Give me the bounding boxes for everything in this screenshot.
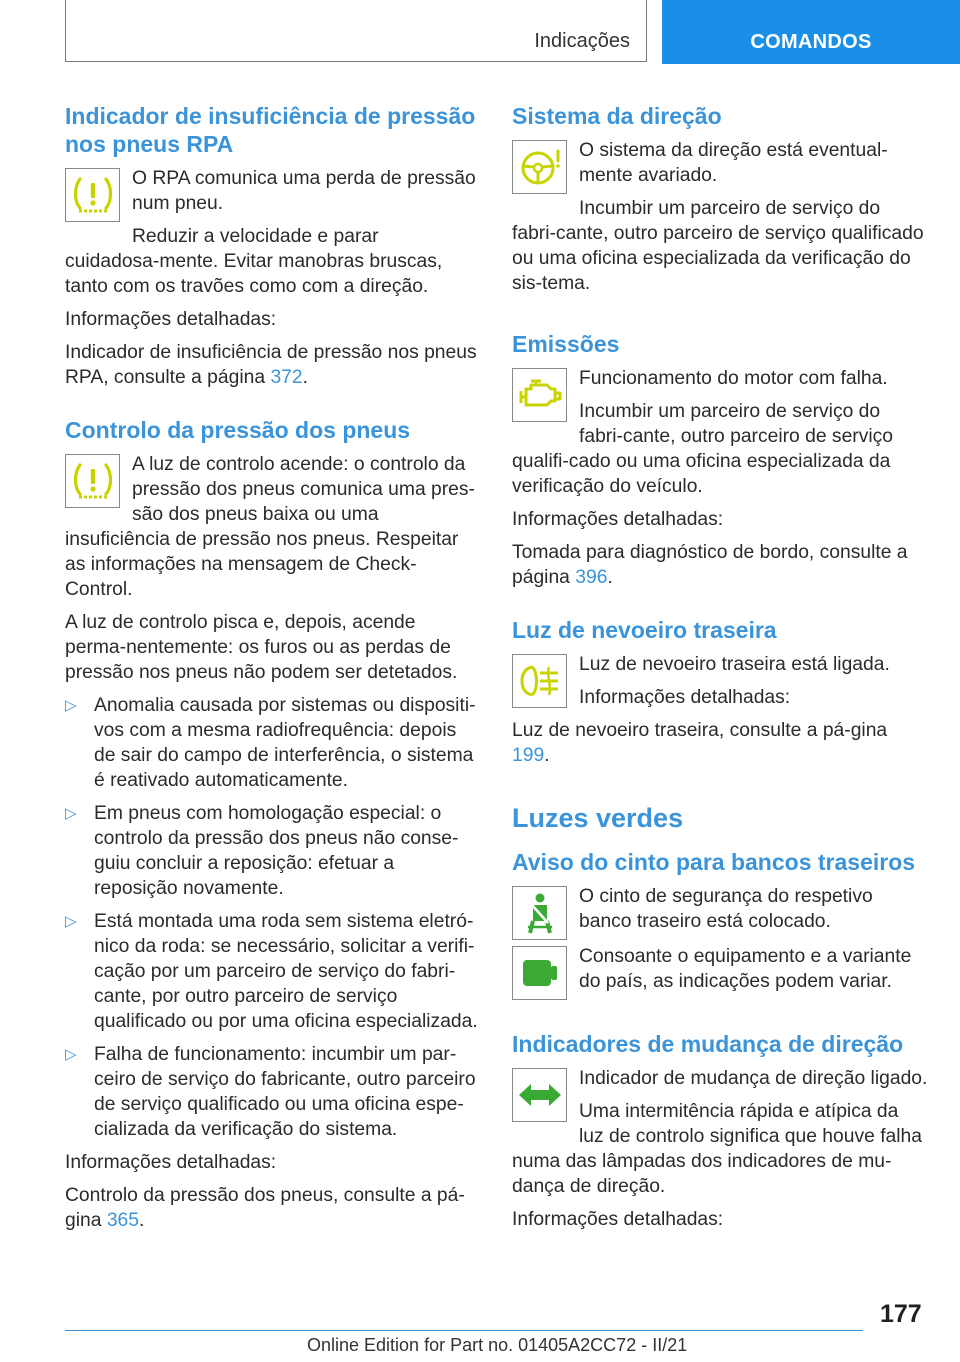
list-item: ▷ Em pneus com homologação especial: o controlo da pressão dos pneus não conse-guiu concluir a reposição: efetuar a reposição novamente. (65, 801, 478, 901)
steering-text-2: Incumbir um parceiro de serviço do fabri-cante, outro parceiro de serviço qualificado ou uma oficina especializada da verificação do sis-tema. (512, 198, 924, 294)
rear-fog-text-2: Informações detalhadas: (579, 687, 791, 708)
page-link-396[interactable]: 396 (575, 567, 608, 588)
rpa-reference (65, 340, 478, 390)
tire-pressure-info-label: Informações detalhadas: (65, 1152, 277, 1173)
rear-fog-reference-text: Luz de nevoeiro traseira, consulte a pá-gina (512, 720, 888, 741)
header-section-box (65, 0, 647, 62)
tire-pressure-text-1: A luz de controlo acende: o controlo da pressão dos pneus comunica uma pres-são dos pneus baixa ou uma insuficiência de pressão nos pneus. Respeitar as informações na mensagem de Check-Control. (65, 454, 475, 600)
section-title-rear-fog: Luz de nevoeiro traseira (512, 617, 777, 643)
rpa-text-1: O RPA comunica uma perda de pressão num pneu. (132, 168, 476, 214)
emissions-reference (512, 540, 928, 590)
turn-signal-info-label: Informações detalhadas: (512, 1209, 724, 1230)
seatbelt-icon (512, 886, 567, 940)
page-link-372[interactable]: 372 (270, 367, 303, 388)
tire-pressure-reference-text: Controlo da pressão dos pneus, consulte a pá-gina (65, 1185, 465, 1231)
rpa-text-2: Reduzir a velocidade e parar cuidadosa-mente. Evitar manobras bruscas, tanto com os travões como com a direção. (65, 226, 443, 297)
right-column (512, 102, 928, 1240)
rpa-reference-end: . (302, 367, 308, 388)
seatbelt-indicator-icon (512, 946, 567, 1000)
list-item: ▷ Anomalia causada por sistemas ou dispositi-vos com a mesma radiofrequência: depois de sair do campo de interferência, o sistema é reativado automaticamente. (65, 693, 478, 793)
tire-pressure-reference (65, 1183, 478, 1233)
section-title-rear-seatbelt: Aviso do cinto para bancos traseiros (512, 849, 916, 875)
seatbelt-text-2: Consoante o equipamento e a variante do país, as indicações podem variar. (579, 946, 912, 992)
header-section-title: Indicações (534, 30, 630, 52)
emissions-text-2: Incumbir um parceiro de serviço do fabri-cante, outro parceiro de serviço qualifi-cado ou uma oficina especializada da verificação do veículo. (512, 401, 894, 497)
list-item: ▷ Está montada uma roda sem sistema eletró-nico da roda: se necessário, solicitar a verifi-cação por um parceiro de serviço do fabri-cante, por outro parceiro de serviço qualificado ou por uma oficina especializada. (65, 909, 478, 1034)
emissions-text-1: Funcionamento do motor com falha. (579, 368, 888, 389)
edition-footer: Online Edition for Part no. 01405A2CC72 - II/21 (307, 1335, 688, 1355)
section-title-green-lights: Luzes verdes (512, 803, 684, 833)
rear-fog-block (512, 652, 928, 776)
rpa-reference-text: Indicador de insuficiência de pressão nos pneus RPA, consulte a página (65, 342, 477, 388)
tire-pressure-text-2: A luz de controlo pisca e, depois, acende perma-nentemente: os furos ou as perdas de pressão nos pneus não podem ser detetados. (65, 612, 458, 683)
footer-divider (65, 1330, 863, 1331)
seatbelt-block (512, 884, 928, 944)
emissions-reference-end: . (607, 567, 613, 588)
rear-fog-reference (512, 718, 928, 768)
emissions-block (512, 366, 928, 507)
seatbelt-variant-block (512, 944, 928, 1004)
section-title-turn-signals: Indicadores de mudança de direção (512, 1031, 904, 1057)
rear-fog-text-1: Luz de nevoeiro traseira está ligada. (579, 654, 890, 675)
emissions-info-label: Informações detalhadas: (512, 509, 724, 530)
turn-signal-arrows-icon (512, 1068, 567, 1122)
tire-pressure-reference-end: . (138, 1210, 145, 1231)
tire-pressure-bullet-list (65, 693, 478, 1142)
tire-pressure-block (65, 452, 478, 610)
section-title-steering: Sistema da direção (512, 103, 722, 129)
section-title-tire-pressure: Controlo da pressão dos pneus (65, 417, 411, 443)
rear-fog-light-icon (512, 654, 567, 708)
rpa-info-label: Informações detalhadas: (65, 309, 277, 330)
list-item: ▷ Falha de funcionamento: incumbir um par-ceiro de serviço do fabricante, outro parceiro de serviço qualificado ou uma oficina espe-cializada da verificação do sistema. (65, 1042, 478, 1142)
seatbelt-text-1: O cinto de segurança do respetivo banco traseiro está colocado. (579, 886, 873, 932)
rpa-block (65, 166, 478, 307)
steering-warning-icon (512, 140, 567, 194)
engine-icon (512, 368, 567, 422)
page-link-365[interactable]: 365 (106, 1210, 139, 1231)
emissions-reference-text: Tomada para diagnóstico de bordo, consulte a página (512, 542, 908, 588)
tire-pressure-warning-icon (65, 454, 120, 508)
page-link-199[interactable]: 199 (512, 745, 545, 766)
section-title-rpa: Indicador de insuficiência de pressão nos pneus RPA (65, 103, 476, 157)
rear-fog-reference-end: . (544, 745, 550, 766)
steering-block (512, 138, 928, 304)
steering-text-1: O sistema da direção está eventual-mente avariado. (579, 140, 888, 186)
page-number: 177 (880, 1300, 922, 1328)
section-title-emissions: Emissões (512, 331, 620, 357)
turn-signal-block (512, 1066, 928, 1207)
turn-signal-text-2: Uma intermitência rápida e atípica da luz de controlo significa que houve falha numa das lâmpadas dos indicadores de mu-dança de direção. (512, 1101, 923, 1197)
header-chapter-tab[interactable]: COMANDOS (662, 0, 960, 64)
left-column (65, 102, 478, 1241)
turn-signal-text-1: Indicador de mudança de direção ligado. (579, 1068, 928, 1089)
tire-pressure-warning-icon (65, 168, 120, 222)
